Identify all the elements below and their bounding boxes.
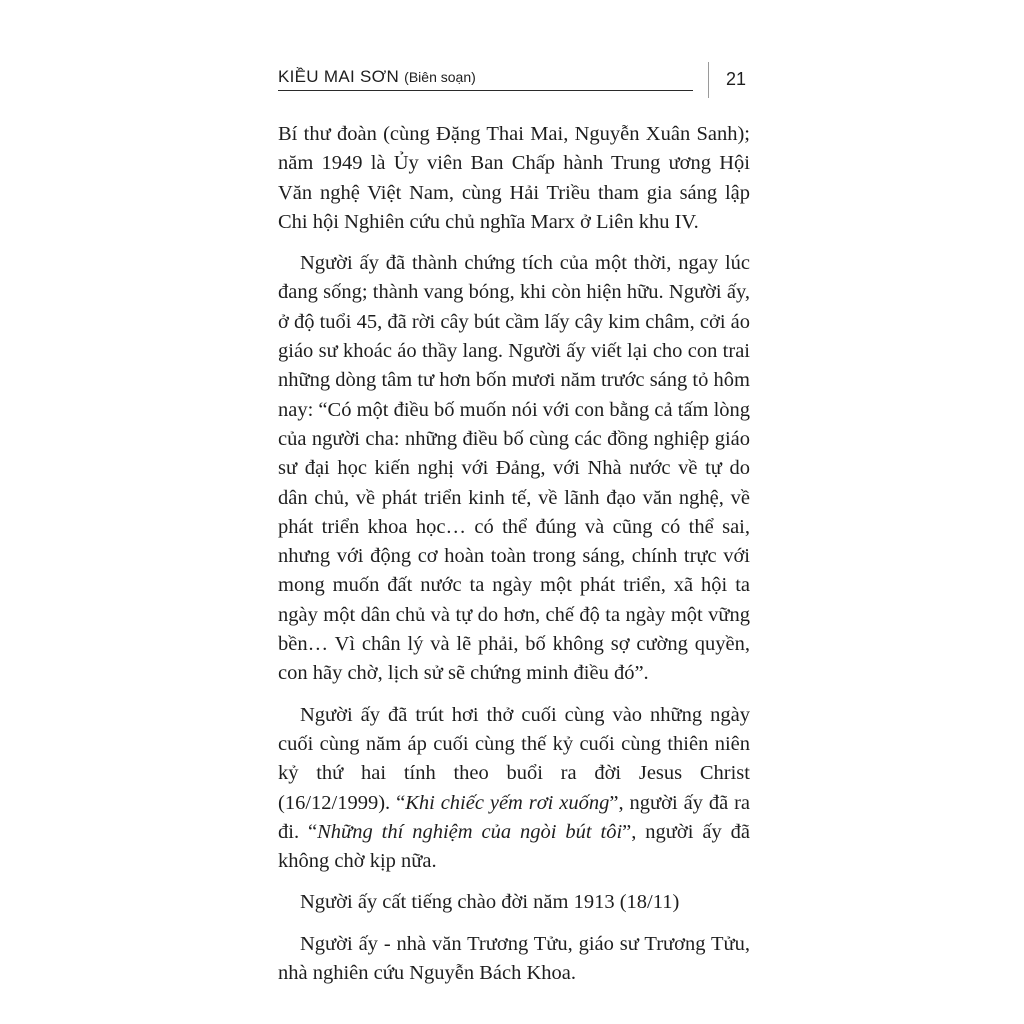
header-divider — [708, 62, 709, 98]
paragraph-5 — [278, 930, 750, 989]
paragraph-3-text-c: ”, người ấy đã không chờ kịp nữa. — [278, 820, 751, 873]
paragraph-4 — [278, 888, 750, 917]
header-role: (Biên soạn) — [404, 69, 476, 85]
paragraph-3 — [278, 701, 750, 877]
paragraph-3-text-a: Người ấy đã trút hơi thở cuối cùng vào những ngày cuối cùng năm áp cuối cùng thế kỷ cuối cùng thiên niên kỷ thứ hai tính theo buổi ra đời Jesus Christ (16/12/1999). “ — [278, 703, 750, 814]
paragraph-4-text: Người ấy cất tiếng chào đời năm 1913 (18/11) — [300, 891, 680, 914]
paragraph-1-text: Bí thư đoàn (cùng Đặng Thai Mai, Nguyễn Xuân Sanh); năm 1949 là Ủy viên Ban Chấp hành Trung ương Hội Văn nghệ Việt Nam, cùng Hải Triều tham gia sáng lập Chi hội Nghiên cứu chủ nghĩa Marx ở Liên khu IV. — [278, 123, 750, 233]
paragraph-3-text-b: ”, người ấy đã ra đi. “ — [278, 791, 751, 843]
paragraph-1 — [278, 120, 750, 237]
paragraph-2-text: Người ấy đã thành chứng tích của một thời, ngay lúc đang sống; thành vang bóng, khi còn hiện hữu. Người ấy, ở độ tuổi 45, đã rời cây bút cầm lấy cây kim châm, cởi áo giáo sư khoác áo thầy lang. Người ấy viết lại cho con trai những dòng tâm tư hơn bốn mươi năm trước sáng tỏ hôm nay: “Có một điều bố muốn nói với con bằng cả tấm lòng của người cha: những điều bố cùng các đồng nghiệp giáo sư đại học kiến nghị với Đảng, với Nhà nước về tự do dân chủ, về phát triển kinh tế, về lãnh đạo văn nghệ, về phát triển khoa học… có thể đúng và cũng có thể sai, nhưng với động cơ hoàn toàn trong sáng, chính trực với mong muốn đất nước ta ngày một phát triển, xã hội ta ngày một dân chủ và tự do hơn, chế độ ta ngày một vững bền… Vì chân lý và lẽ phải, bố không sợ cường quyền, con hãy chờ, lịch sử sẽ chứng minh điều đó”. — [278, 252, 751, 685]
paragraph-5-text: Người ấy - nhà văn Trương Tửu, giáo sư Trương Tửu, nhà nghiên cứu Nguyễn Bách Khoa. — [278, 932, 750, 985]
book-title-nhung-thi-nghiem: Những thí nghiệm của ngòi bút tôi — [317, 820, 623, 843]
book-title-khi-chiec-yem: Khi chiếc yếm rơi xuống — [405, 791, 610, 814]
body-text — [278, 120, 750, 1000]
page-number: 21 — [726, 69, 747, 89]
paragraph-2 — [278, 249, 750, 688]
running-header — [278, 66, 693, 91]
header-author: KIỀU MAI SƠN — [278, 67, 400, 86]
